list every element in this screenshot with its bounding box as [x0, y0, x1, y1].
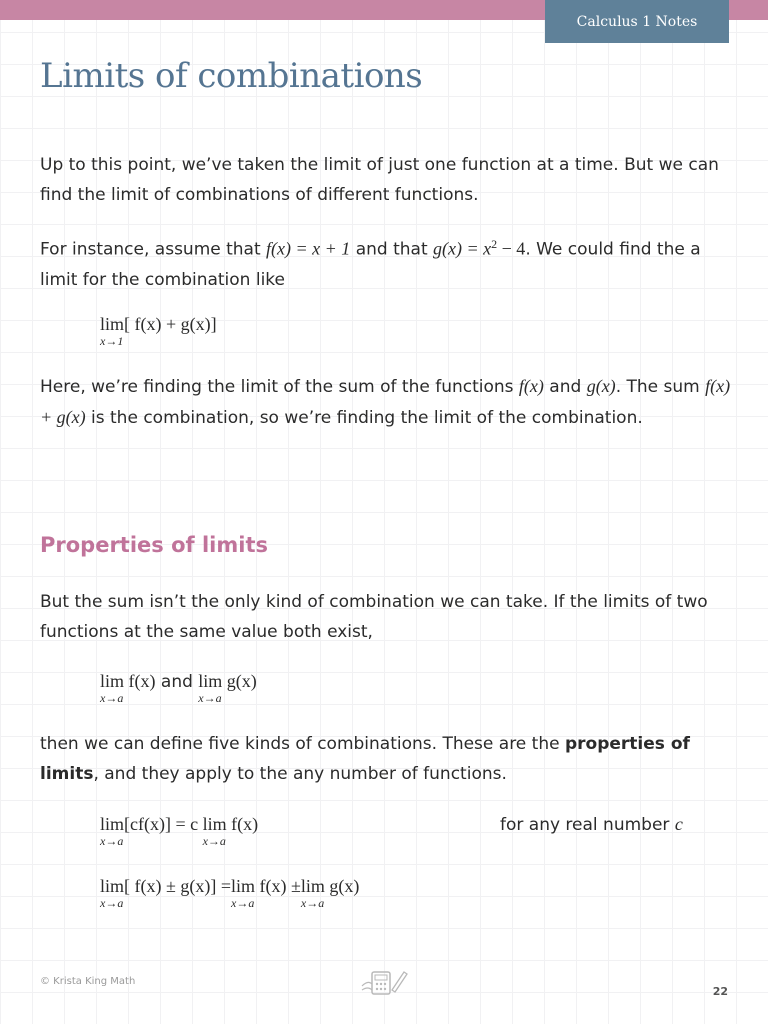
definition-text-a: then we can define five kinds of combinations. These are the: [40, 734, 565, 754]
properties-definition-paragraph: [40, 729, 740, 789]
limit-subscript: x→a: [198, 691, 222, 705]
sum-expression: f(x) + g(x): [40, 376, 731, 427]
footer-copyright: © Krista King Math: [40, 976, 136, 987]
properties-intro-paragraph: But the sum isn’t the only kind of combination we can take. If the limits of two functions at the same value both exist,: [40, 592, 708, 642]
limit-constant-multiple: lim[cf(x)] = c x→a: [100, 814, 199, 848]
page-number: 22: [712, 985, 728, 998]
header-tab: Calculus 1 Notes: [545, 0, 729, 43]
limit-g: lim g(x) x→a: [300, 876, 360, 910]
instance-text-b: and that: [350, 239, 434, 260]
limit-g: lim g(x) x→a: [198, 671, 257, 705]
limit-subscript: x→1: [100, 334, 124, 348]
constant-note: [500, 814, 683, 835]
instance-text-c: . We could find the a limit for the combination like: [40, 239, 701, 290]
sum-difference-rule: [100, 876, 360, 910]
sum-text-c: . The sum: [615, 377, 706, 397]
limit-subscript: x→a: [100, 834, 124, 848]
limit-sum-equation: [100, 314, 217, 348]
function-g-exponent: 2: [491, 237, 498, 251]
function-g-constant: − 4: [497, 238, 526, 259]
intro-paragraph: Up to this point, we’ve taken the limit of just one function at a time. But we can find the limit of combinations of different functions.: [40, 155, 719, 205]
function-f: f(x): [518, 376, 544, 396]
limit-f: lim f(x) x→a: [100, 671, 156, 705]
sum-text-b: and: [543, 377, 587, 397]
definition-text-b: , and they apply to the any number of functions.: [93, 764, 507, 784]
section-heading-properties: Properties of limits: [40, 533, 268, 557]
limit-subscript: x→a: [100, 896, 124, 910]
constant-note-text: for any real number: [500, 815, 675, 835]
limits-exist-equation: [100, 671, 257, 705]
limit-subscript: x→a: [100, 691, 124, 705]
sum-paragraph: [40, 371, 740, 433]
function-g-definition: g(x) = x: [433, 238, 492, 259]
calculator-pencil-icon: [360, 966, 408, 996]
limit-sum-expression: lim[ f(x) + g(x)] x→1: [100, 314, 217, 348]
limit-f: lim f(x) x→a: [202, 814, 259, 848]
instance-text-a: For instance, assume that: [40, 239, 267, 260]
limit-subscript: x→a: [300, 896, 325, 910]
constant-variable: c: [674, 814, 683, 834]
limit-subscript: x→a: [202, 834, 226, 848]
limit-subscript: x→a: [231, 896, 255, 910]
instance-paragraph: [40, 229, 740, 295]
function-g: g(x): [586, 376, 616, 396]
and-text: and: [155, 672, 199, 692]
properties-of-limits-term: properties of limits: [40, 734, 690, 784]
sum-text-a: Here, we’re finding the limit of the sum of the functions: [40, 377, 519, 397]
sum-text-d: is the combination, so we’re finding the limit of the combination.: [85, 408, 643, 428]
constant-multiple-rule: [100, 814, 259, 848]
limit-sum-difference: lim[ f(x) ± g(x)] = x→a: [100, 876, 231, 910]
page-title: Limits of combinations: [40, 56, 423, 96]
function-f-definition: f(x) = x + 1: [266, 238, 351, 259]
limit-f: lim f(x) ± x→a: [231, 876, 301, 910]
